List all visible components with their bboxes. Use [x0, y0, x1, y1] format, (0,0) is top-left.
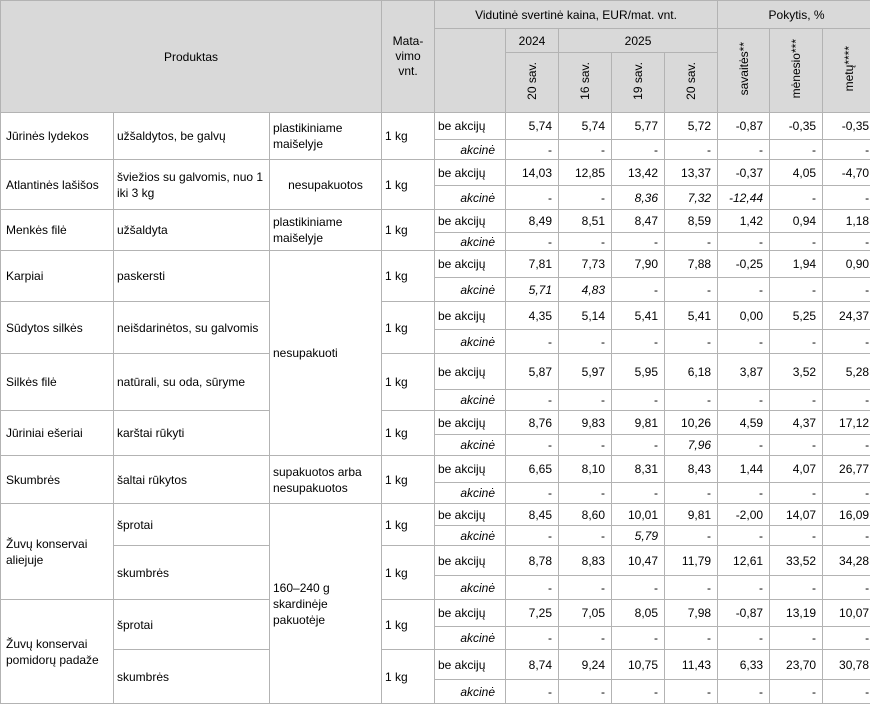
table-row: [1, 650, 870, 680]
row-label: be akcijų: [435, 650, 506, 680]
cell: -: [612, 330, 665, 354]
cell: 5,74: [506, 113, 559, 140]
product-desc: šaltai rūkytos: [114, 456, 270, 504]
cell: 4,05: [770, 160, 823, 186]
cell: 23,70: [770, 650, 823, 680]
cell: 5,72: [665, 113, 718, 140]
cell: 1,42: [718, 210, 770, 233]
cell: 30,78: [823, 650, 870, 680]
header-change-month: mėnesio***: [789, 39, 804, 99]
product-desc: natūrali, su oda, sūryme: [114, 354, 270, 411]
cell: 5,41: [665, 302, 718, 330]
cell: -: [612, 233, 665, 251]
cell: 6,33: [718, 650, 770, 680]
cell: -: [665, 576, 718, 600]
product-name: Žuvų konservai pomidorų padaže: [1, 600, 114, 704]
cell: -: [506, 186, 559, 210]
row-label: akcinė: [435, 483, 506, 504]
product-unit: 1 kg: [382, 251, 435, 302]
cell: -: [770, 627, 823, 650]
product-name: Menkės filė: [1, 210, 114, 251]
product-unit: 1 kg: [382, 210, 435, 251]
cell: -: [718, 390, 770, 411]
cell: -: [718, 576, 770, 600]
cell: -: [665, 680, 718, 704]
cell: -: [823, 526, 870, 546]
header-change-group: Pokytis, %: [718, 1, 870, 29]
cell: -: [718, 483, 770, 504]
cell: -2,00: [718, 504, 770, 526]
cell: -: [770, 483, 823, 504]
row-label: akcinė: [435, 435, 506, 456]
cell: 8,05: [612, 600, 665, 627]
row-label: be akcijų: [435, 251, 506, 278]
product-name: Silkės filė: [1, 354, 114, 411]
cell: 7,32: [665, 186, 718, 210]
product-desc: šprotai: [114, 600, 270, 650]
cell: 7,25: [506, 600, 559, 627]
cell: -: [718, 233, 770, 251]
product-pack: nesupakuotos: [270, 160, 382, 210]
row-label: be akcijų: [435, 160, 506, 186]
cell: 13,19: [770, 600, 823, 627]
row-label: be akcijų: [435, 546, 506, 576]
product-unit: 1 kg: [382, 600, 435, 650]
cell: -: [506, 330, 559, 354]
cell: 8,51: [559, 210, 612, 233]
product-desc: šprotai: [114, 504, 270, 546]
header-price-group: Vidutinė svertinė kaina, EUR/mat. vnt.: [435, 1, 718, 29]
cell: 3,52: [770, 354, 823, 390]
cell: 13,42: [612, 160, 665, 186]
header-change-year: metų****: [842, 46, 857, 92]
cell: -: [559, 140, 612, 160]
table-row: [1, 354, 870, 390]
cell: -: [612, 140, 665, 160]
cell: 8,83: [559, 546, 612, 576]
product-unit: 1 kg: [382, 456, 435, 504]
header-week-2025-16: 16 sav.: [578, 62, 592, 100]
cell: 7,73: [559, 251, 612, 278]
cell: -: [823, 435, 870, 456]
header-year-2025: 2025: [559, 29, 718, 53]
cell: -: [612, 680, 665, 704]
cell: -: [718, 330, 770, 354]
cell: -: [823, 140, 870, 160]
cell: -: [506, 390, 559, 411]
header-year-2024: 2024: [506, 29, 559, 53]
table-row: [1, 210, 870, 233]
header-week-2024-20: 20 sav.: [525, 62, 539, 100]
product-desc: užšaldytos, be galvų: [114, 113, 270, 160]
cell: 7,96: [665, 435, 718, 456]
header-unit: Mata- vimo vnt.: [382, 1, 435, 113]
cell: -: [770, 435, 823, 456]
cell: -: [506, 627, 559, 650]
cell: -: [665, 330, 718, 354]
cell: 8,36: [612, 186, 665, 210]
cell: -: [506, 233, 559, 251]
row-label: akcinė: [435, 233, 506, 251]
cell: -: [612, 435, 665, 456]
cell: -0,37: [718, 160, 770, 186]
product-name: Sūdytos silkės: [1, 302, 114, 354]
cell: -: [612, 576, 665, 600]
product-pack: 160–240 g skardinėje pakuotėje: [270, 504, 382, 704]
cell: -: [718, 278, 770, 302]
row-label: akcinė: [435, 330, 506, 354]
cell: -: [559, 576, 612, 600]
cell: -: [823, 576, 870, 600]
cell: -: [612, 278, 665, 302]
cell: -: [559, 233, 612, 251]
table-row: [1, 251, 870, 278]
cell: 24,37: [823, 302, 870, 330]
cell: -: [770, 576, 823, 600]
cell: -: [823, 278, 870, 302]
cell: 8,60: [559, 504, 612, 526]
product-unit: 1 kg: [382, 546, 435, 600]
header-product: Produktas: [1, 1, 382, 113]
row-label: akcinė: [435, 680, 506, 704]
product-unit: 1 kg: [382, 411, 435, 456]
product-name: Jūriniai ešeriai: [1, 411, 114, 456]
cell: 3,87: [718, 354, 770, 390]
product-desc: skumbrės: [114, 650, 270, 704]
row-label: be akcijų: [435, 302, 506, 330]
table-row: [1, 504, 870, 526]
row-label: be akcijų: [435, 210, 506, 233]
cell: 13,37: [665, 160, 718, 186]
cell: -: [770, 330, 823, 354]
cell: 11,79: [665, 546, 718, 576]
cell: 8,59: [665, 210, 718, 233]
cell: 33,52: [770, 546, 823, 576]
product-pack: plastikiniame maišelyje: [270, 210, 382, 251]
cell: -: [718, 435, 770, 456]
table-row: [1, 302, 870, 330]
product-name: Skumbrės: [1, 456, 114, 504]
cell: -4,70: [823, 160, 870, 186]
cell: 0,00: [718, 302, 770, 330]
product-desc: užšaldyta: [114, 210, 270, 251]
row-label: akcinė: [435, 140, 506, 160]
cell: 7,81: [506, 251, 559, 278]
cell: 5,14: [559, 302, 612, 330]
cell: -0,87: [718, 113, 770, 140]
table-row: [1, 456, 870, 483]
cell: 10,07: [823, 600, 870, 627]
product-desc: karštai rūkyti: [114, 411, 270, 456]
cell: 5,25: [770, 302, 823, 330]
cell: -: [559, 627, 612, 650]
cell: 0,94: [770, 210, 823, 233]
cell: -: [665, 233, 718, 251]
cell: 9,81: [612, 411, 665, 435]
row-label: be akcijų: [435, 456, 506, 483]
cell: 8,45: [506, 504, 559, 526]
cell: -: [665, 627, 718, 650]
cell: 6,65: [506, 456, 559, 483]
cell: 11,43: [665, 650, 718, 680]
cell: 9,83: [559, 411, 612, 435]
cell: -0,35: [770, 113, 823, 140]
cell: 34,28: [823, 546, 870, 576]
cell: -: [612, 483, 665, 504]
product-name: Karpiai: [1, 251, 114, 302]
cell: -: [770, 140, 823, 160]
cell: -: [770, 526, 823, 546]
table-row: [1, 160, 870, 186]
table-row: [1, 600, 870, 627]
cell: -: [770, 186, 823, 210]
cell: 8,31: [612, 456, 665, 483]
cell: -: [612, 390, 665, 411]
cell: 1,94: [770, 251, 823, 278]
cell: 8,47: [612, 210, 665, 233]
cell: 5,87: [506, 354, 559, 390]
cell: -: [559, 390, 612, 411]
cell: 5,95: [612, 354, 665, 390]
header-week-2025-20: 20 sav.: [684, 62, 699, 100]
row-label: be akcijų: [435, 411, 506, 435]
product-unit: 1 kg: [382, 302, 435, 354]
cell: 16,09: [823, 504, 870, 526]
product-unit: 1 kg: [382, 354, 435, 411]
cell: -0,35: [823, 113, 870, 140]
table-row: [1, 411, 870, 435]
cell: -: [718, 680, 770, 704]
cell: 8,74: [506, 650, 559, 680]
product-pack: supakuotos arba nesupakuotos: [270, 456, 382, 504]
row-label: akcinė: [435, 627, 506, 650]
cell: -: [665, 278, 718, 302]
cell: -: [823, 330, 870, 354]
cell: 9,81: [665, 504, 718, 526]
row-label: be akcijų: [435, 354, 506, 390]
cell: -12,44: [718, 186, 770, 210]
cell: -: [559, 186, 612, 210]
cell: -: [770, 390, 823, 411]
cell: -: [718, 627, 770, 650]
cell: -: [506, 526, 559, 546]
cell: -: [823, 233, 870, 251]
product-name: Žuvų konservai aliejuje: [1, 504, 114, 600]
cell: 4,59: [718, 411, 770, 435]
row-label: be akcijų: [435, 504, 506, 526]
cell: -: [718, 140, 770, 160]
cell: 5,28: [823, 354, 870, 390]
cell: -: [506, 576, 559, 600]
cell: 14,03: [506, 160, 559, 186]
product-name: Atlantinės lašišos: [1, 160, 114, 210]
cell: -0,25: [718, 251, 770, 278]
product-unit: 1 kg: [382, 504, 435, 546]
row-label: akcinė: [435, 526, 506, 546]
cell: 10,26: [665, 411, 718, 435]
row-label: akcinė: [435, 390, 506, 411]
cell: 10,75: [612, 650, 665, 680]
cell: 8,76: [506, 411, 559, 435]
cell: 5,79: [612, 526, 665, 546]
cell: -: [559, 435, 612, 456]
product-pack: nesupakuoti: [270, 251, 382, 456]
cell: 5,71: [506, 278, 559, 302]
table-row: [1, 113, 870, 140]
header-change-week: savaitės**: [736, 42, 751, 96]
cell: -: [506, 680, 559, 704]
cell: 5,41: [612, 302, 665, 330]
cell: 4,35: [506, 302, 559, 330]
product-desc: skumbrės: [114, 546, 270, 600]
cell: 1,18: [823, 210, 870, 233]
cell: -: [665, 526, 718, 546]
cell: 12,61: [718, 546, 770, 576]
cell: -: [612, 627, 665, 650]
cell: -: [770, 233, 823, 251]
cell: -: [559, 483, 612, 504]
cell: 4,37: [770, 411, 823, 435]
product-pack: plastikiniame maišelyje: [270, 113, 382, 160]
cell: -: [665, 483, 718, 504]
cell: 4,83: [559, 278, 612, 302]
product-desc: paskersti: [114, 251, 270, 302]
cell: 10,01: [612, 504, 665, 526]
cell: 1,44: [718, 456, 770, 483]
product-unit: 1 kg: [382, 650, 435, 704]
cell: -: [506, 435, 559, 456]
header-week-2025-19: 19 sav.: [631, 62, 645, 100]
cell: -: [823, 627, 870, 650]
product-unit: 1 kg: [382, 160, 435, 210]
cell: -: [823, 680, 870, 704]
cell: 10,47: [612, 546, 665, 576]
cell: 4,07: [770, 456, 823, 483]
cell: -: [823, 186, 870, 210]
cell: -: [823, 483, 870, 504]
cell: 0,90: [823, 251, 870, 278]
cell: 8,49: [506, 210, 559, 233]
product-desc: šviežios su galvomis, nuo 1 iki 3 kg: [114, 160, 270, 210]
cell: 7,90: [612, 251, 665, 278]
cell: -: [770, 680, 823, 704]
cell: 8,43: [665, 456, 718, 483]
cell: 6,18: [665, 354, 718, 390]
cell: -: [665, 140, 718, 160]
cell: 5,97: [559, 354, 612, 390]
row-label: be akcijų: [435, 113, 506, 140]
cell: -0,87: [718, 600, 770, 627]
cell: 14,07: [770, 504, 823, 526]
cell: -: [559, 526, 612, 546]
product-desc: neišdarinėtos, su galvomis: [114, 302, 270, 354]
cell: 26,77: [823, 456, 870, 483]
row-label: akcinė: [435, 186, 506, 210]
product-name: Jūrinės lydekos: [1, 113, 114, 160]
cell: 8,78: [506, 546, 559, 576]
row-label: be akcijų: [435, 600, 506, 627]
cell: 7,88: [665, 251, 718, 278]
table-row: [1, 546, 870, 576]
cell: 5,74: [559, 113, 612, 140]
cell: 5,77: [612, 113, 665, 140]
cell: -: [559, 680, 612, 704]
cell: -: [506, 483, 559, 504]
row-label: akcinė: [435, 576, 506, 600]
cell: -: [665, 390, 718, 411]
row-label: akcinė: [435, 278, 506, 302]
cell: -: [823, 390, 870, 411]
cell: -: [559, 330, 612, 354]
product-unit: 1 kg: [382, 113, 435, 160]
cell: 8,10: [559, 456, 612, 483]
cell: 17,12: [823, 411, 870, 435]
cell: 9,24: [559, 650, 612, 680]
cell: -: [506, 140, 559, 160]
cell: 7,98: [665, 600, 718, 627]
cell: -: [718, 526, 770, 546]
cell: -: [770, 278, 823, 302]
cell: 7,05: [559, 600, 612, 627]
cell: 12,85: [559, 160, 612, 186]
